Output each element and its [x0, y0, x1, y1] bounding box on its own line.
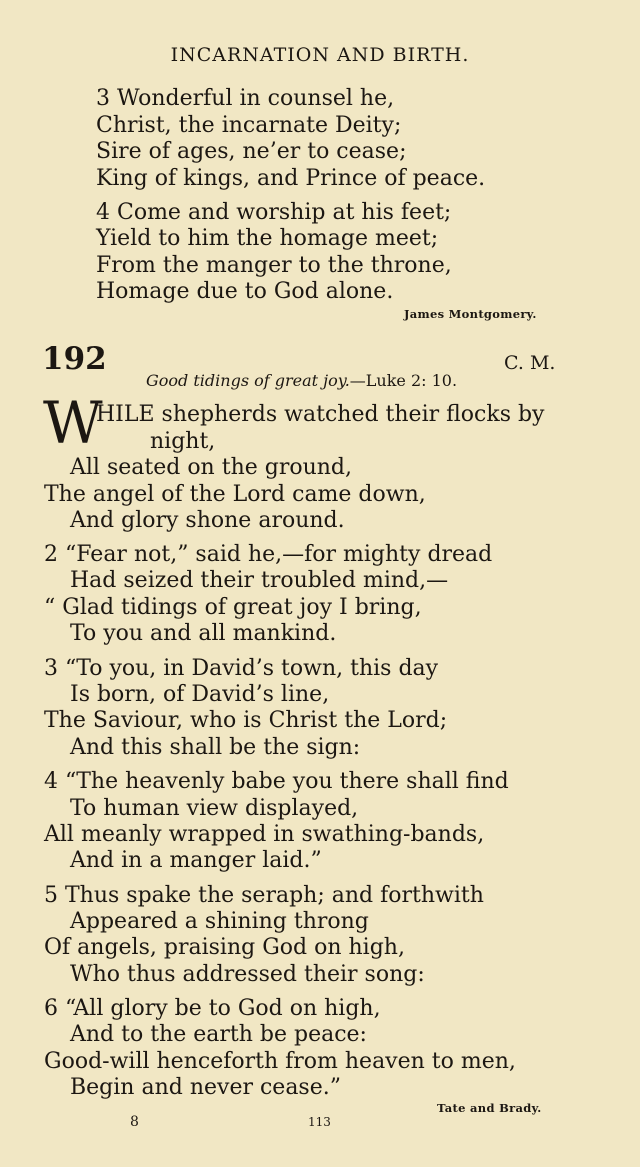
hymn-number: 192 [42, 341, 107, 377]
verse-line: 6 “All glory be to God on high, [44, 996, 381, 1021]
scripture-text [146, 371, 457, 390]
verse-line: Good-will henceforth from heaven to men, [44, 1049, 516, 1074]
author-credit: Tate and Brady. [437, 1101, 542, 1115]
scripture-reference: —Luke 2: 10. [349, 371, 458, 390]
verse-line: Of angels, praising God on high, [44, 935, 405, 960]
verse-line: All meanly wrapped in swathing-bands, [44, 822, 485, 847]
verse-line: Who thus addressed their song: [70, 962, 425, 987]
scripture-phrase: Good tidings of great joy. [146, 371, 350, 390]
verse-line: And in a manger laid.” [70, 848, 322, 873]
verse-line: Appeared a shining throng [70, 909, 369, 934]
verse-line: To you and all mankind. [70, 621, 337, 646]
verse-line: 5 Thus spake the seraph; and forthwith [44, 883, 484, 908]
verse-line: HILE shepherds watched their flocks by [96, 402, 545, 427]
verse-line: Homage due to God alone. [96, 279, 394, 304]
verse-line: 4 Come and worship at his feet; [96, 200, 452, 225]
verse-line: From the manger to the throne, [96, 253, 452, 278]
verse-line: 3 Wonderful in counsel he, [96, 86, 395, 111]
verse-line: To human view displayed, [70, 796, 359, 821]
verse-line: 2 “Fear not,” said he,—for mighty dread [44, 542, 493, 567]
verse-line: Begin and never cease.” [70, 1075, 341, 1100]
verse-line: “ Glad tidings of great joy I bring, [44, 595, 422, 620]
verse-line: Christ, the incarnate Deity; [96, 113, 402, 138]
verse-line: And to the earth be peace: [70, 1022, 367, 1047]
verse-line: Is born, of David’s line, [70, 682, 330, 707]
verse-line: The Saviour, who is Christ the Lord; [44, 708, 448, 733]
author-credit: James Montgomery. [404, 307, 537, 321]
verse-line: Yield to him the homage meet; [96, 226, 439, 251]
verse-line: night, [150, 429, 216, 454]
drop-cap: W [43, 389, 103, 457]
verse-line: All seated on the ground, [70, 455, 353, 480]
verse-line: The angel of the Lord came down, [44, 482, 426, 507]
verse-line: 4 “The heavenly babe you there shall find [44, 769, 509, 794]
verse-line: Had seized their troubled mind,— [70, 568, 449, 593]
verse-line: 3 “To you, in David’s town, this day [44, 656, 439, 681]
verse-line: Sire of ages, ne’er to cease; [96, 139, 407, 164]
verse-line: King of kings, and Prince of peace. [96, 166, 486, 191]
verse-line: And glory shone around. [70, 508, 345, 533]
running-head: INCARNATION AND BIRTH. [170, 44, 470, 66]
page-number: 113 [308, 1115, 331, 1129]
verse-line: And this shall be the sign: [70, 735, 361, 760]
signature-mark: 8 [130, 1114, 139, 1130]
meter: C. M. [504, 352, 556, 374]
